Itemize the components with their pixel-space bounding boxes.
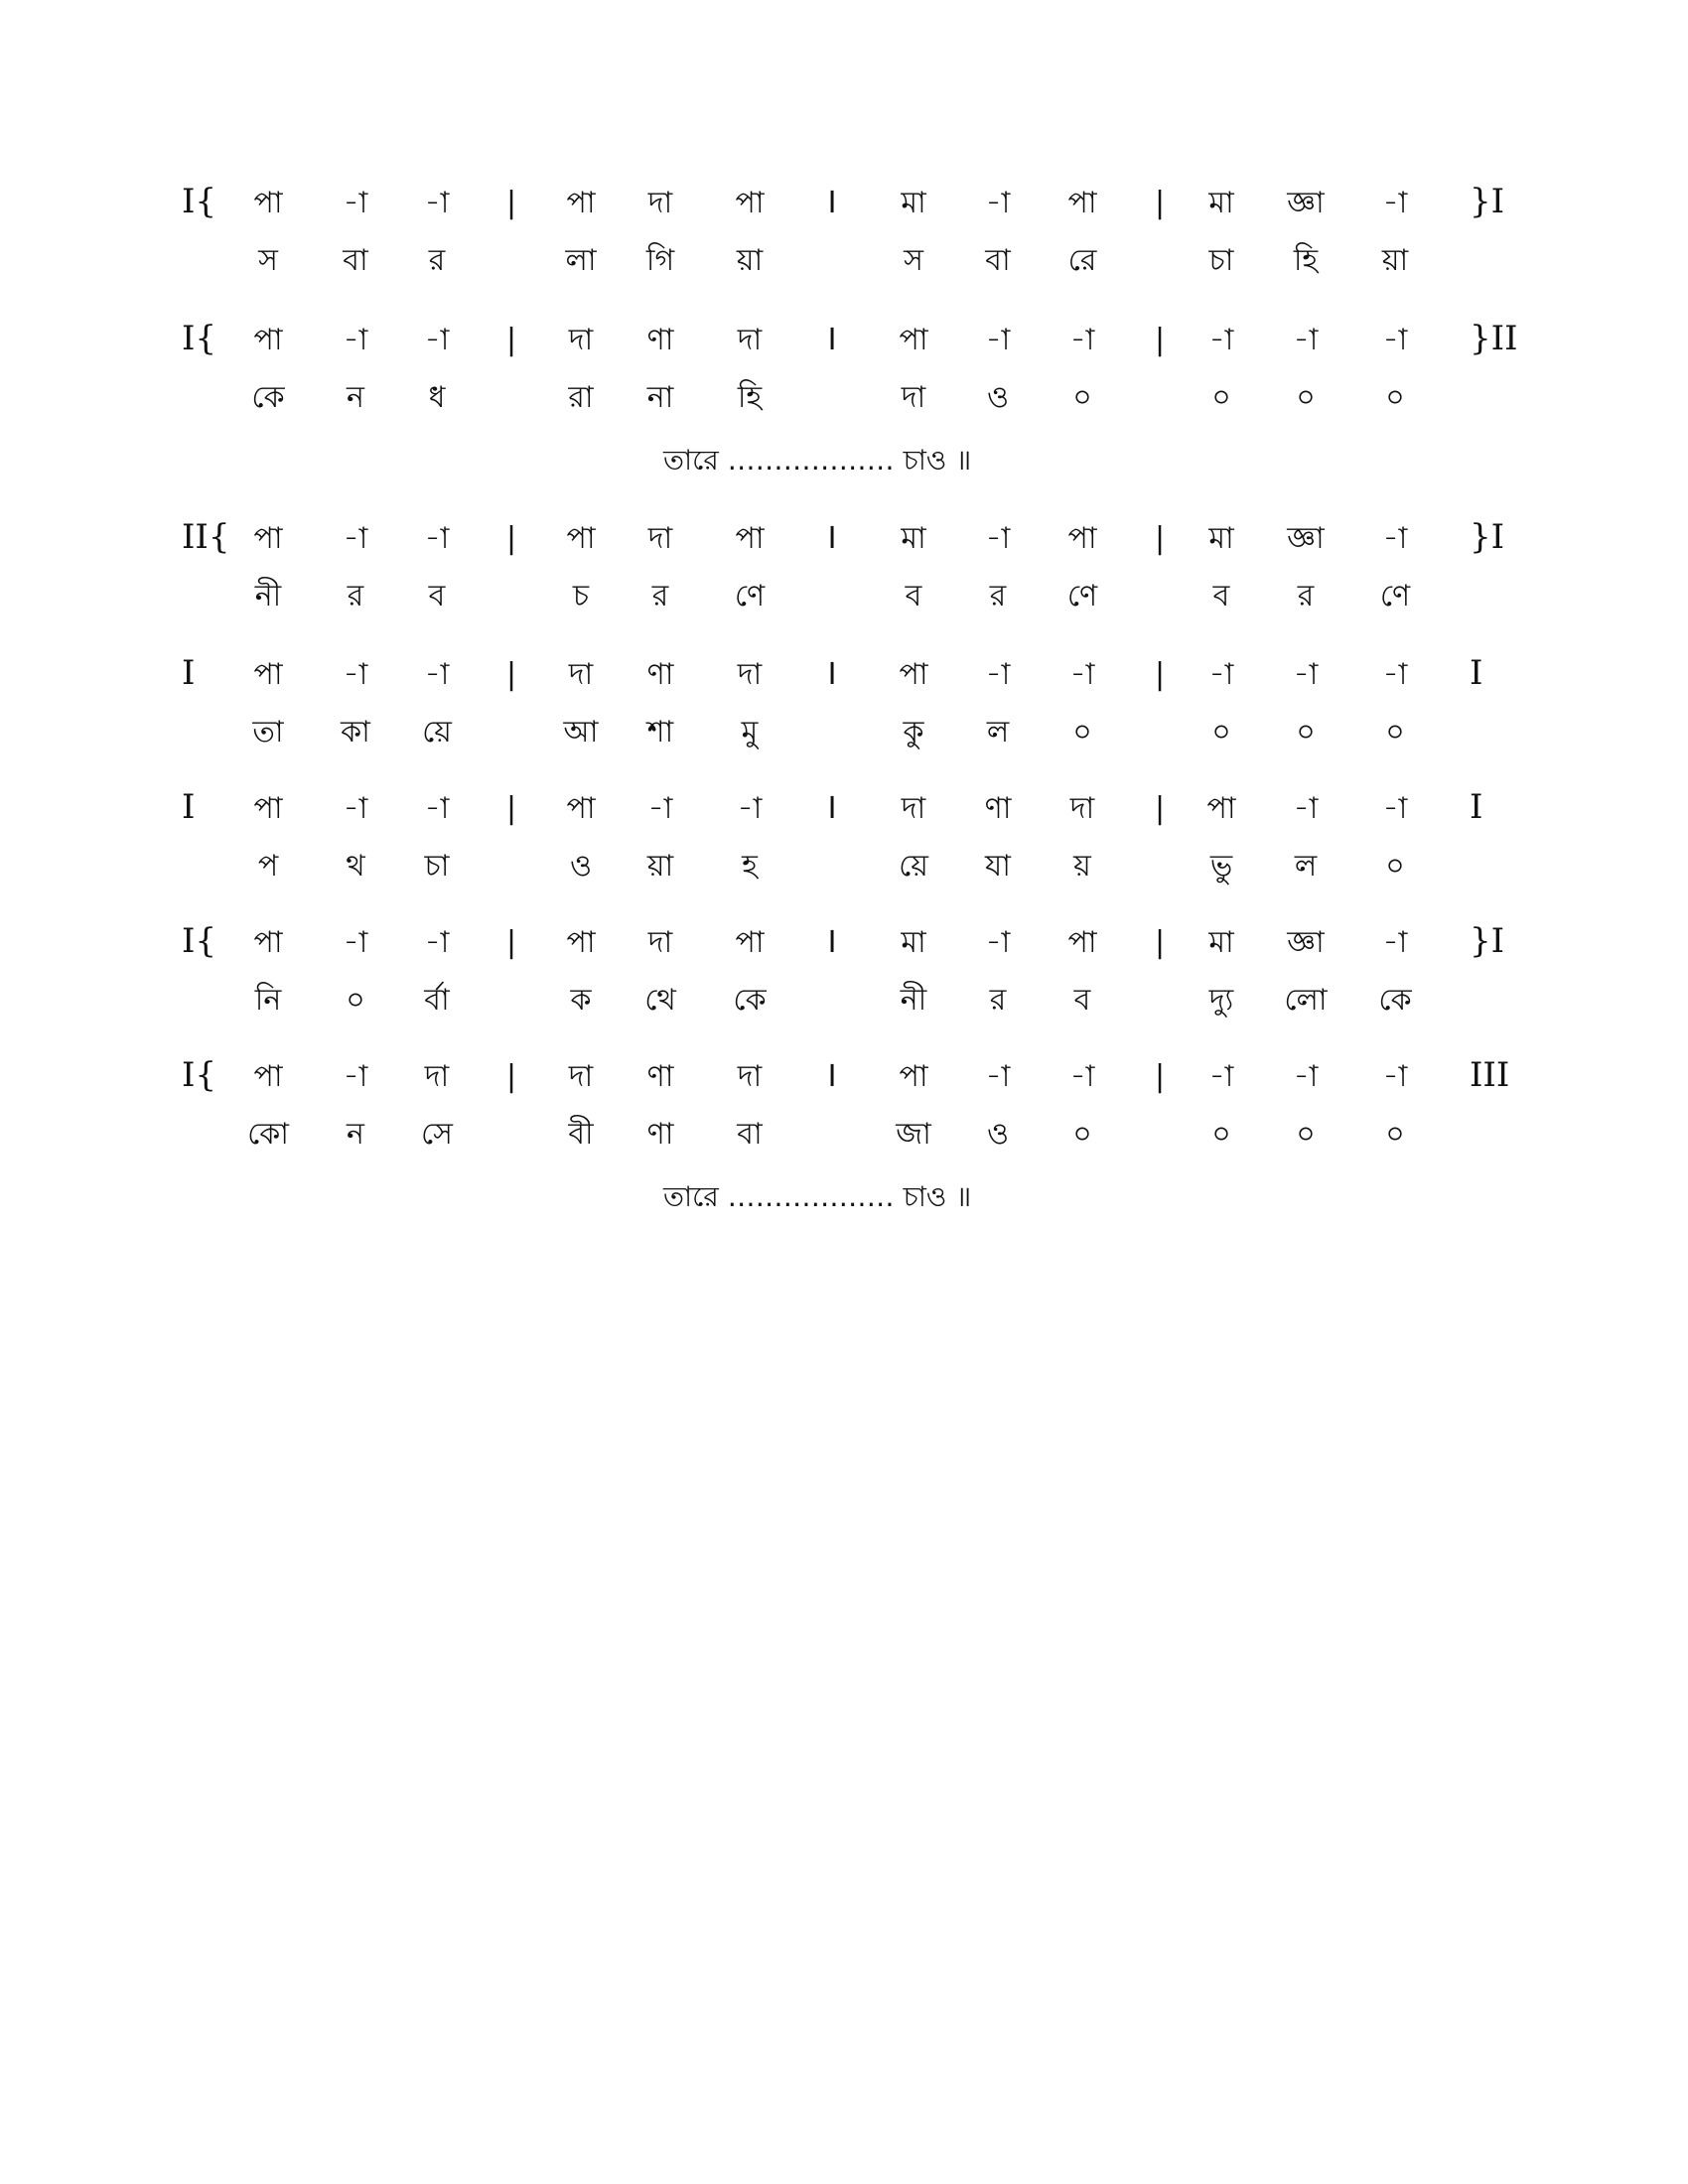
lyric-syllable: রা — [568, 380, 594, 415]
lyric-syllable: কে — [733, 983, 767, 1018]
swara-note: পা — [566, 186, 596, 220]
lyric-syllable: ধ — [428, 380, 446, 415]
lyric-syllable: ০ — [1296, 380, 1316, 415]
lyric-syllable: র — [1297, 579, 1315, 614]
lyric-syllable: গি — [645, 243, 675, 278]
swara-note: -া — [343, 925, 368, 960]
swara-note: -া — [424, 657, 450, 692]
lyric-syllable: র — [989, 983, 1007, 1018]
barline: | — [1154, 521, 1166, 556]
barline: | — [505, 791, 517, 826]
lyric-syllable: ল — [1294, 849, 1318, 884]
system-end-barline: }I — [1470, 921, 1505, 961]
swara-note: পা — [253, 186, 283, 220]
lyric-syllable: ল — [986, 715, 1010, 750]
lyric-syllable: কা — [341, 715, 370, 750]
barline: I — [827, 323, 837, 357]
lyric-syllable: জা — [896, 1117, 931, 1152]
swara-note: পা — [253, 791, 283, 826]
swara-note: -া — [1382, 791, 1408, 826]
lyric-syllable: নি — [254, 983, 282, 1018]
lyric-syllable: ০ — [1385, 380, 1405, 415]
swara-note: মা — [901, 925, 926, 960]
swara-note: -া — [1382, 657, 1408, 692]
lyric-syllable: ০ — [1296, 715, 1316, 750]
lyric-syllable: ০ — [1072, 1117, 1092, 1152]
lyric-syllable: য়ে — [422, 715, 452, 750]
lyric-syllable: না — [646, 380, 674, 415]
barline: I — [827, 186, 837, 220]
swara-note: মা — [1208, 925, 1234, 960]
lyric-syllable: শা — [646, 715, 674, 750]
swara-note: পা — [1206, 791, 1236, 826]
lyric-syllable: ০ — [1211, 715, 1231, 750]
swara-note: -া — [343, 521, 368, 556]
swara-note: -া — [985, 186, 1011, 220]
swara-note: ণা — [646, 1059, 674, 1094]
barline: | — [505, 657, 517, 692]
lyric-syllable: ও — [569, 849, 593, 884]
swara-note: দা — [568, 323, 594, 357]
swara-note: -া — [1293, 657, 1319, 692]
lyric-syllable: য় — [1073, 849, 1091, 884]
swara-note: জ্ঞা — [1287, 521, 1325, 556]
swara-note: -া — [1208, 1059, 1234, 1094]
barline: | — [505, 925, 517, 960]
lyric-syllable: ব — [905, 579, 922, 614]
lyric-syllable: ০ — [346, 983, 365, 1018]
swara-note: -া — [343, 186, 368, 220]
swara-note: মা — [1208, 521, 1234, 556]
swara-note: -া — [343, 1059, 368, 1094]
swara-note: -া — [424, 521, 450, 556]
lyric-syllable: কো — [247, 1117, 289, 1152]
lyric-syllable: হি — [1293, 243, 1319, 278]
barline: | — [505, 1059, 517, 1094]
barline: I — [827, 925, 837, 960]
lyric-syllable: য়া — [1381, 243, 1409, 278]
swara-note: মা — [901, 186, 926, 220]
swara-note: -া — [1382, 925, 1408, 960]
system-start-barline: II{ — [182, 517, 230, 557]
swara-note: -া — [1208, 657, 1234, 692]
lyric-syllable: য়া — [736, 243, 764, 278]
barline: I — [827, 657, 837, 692]
swara-note: মা — [1208, 186, 1234, 220]
lyric-syllable: র — [347, 579, 364, 614]
swara-note: -া — [424, 791, 450, 826]
lyric-syllable: ০ — [1072, 715, 1092, 750]
lyric-syllable: য়া — [646, 849, 674, 884]
lyric-syllable: ব — [1073, 983, 1091, 1018]
lyric-syllable: ও — [986, 380, 1010, 415]
lyric-syllable: ন — [347, 1117, 364, 1152]
lyric-syllable: ০ — [1385, 849, 1405, 884]
swara-note: পা — [253, 1059, 283, 1094]
swara-note: পা — [253, 657, 283, 692]
swara-note: -া — [343, 323, 368, 357]
swara-note: দা — [1069, 791, 1095, 826]
swara-note: পা — [253, 323, 283, 357]
barline: I — [827, 791, 837, 826]
lyric-syllable: হ — [742, 849, 758, 884]
refrain-marker: তারে ……………… চাও ॥ — [663, 1180, 972, 1213]
swara-note: -া — [1382, 186, 1408, 220]
refrain-marker: তারে ……………… চাও ॥ — [663, 444, 972, 477]
swara-note: পা — [253, 925, 283, 960]
swara-note: ণা — [646, 323, 674, 357]
lyric-syllable: রে — [1067, 243, 1097, 278]
lyric-syllable: দা — [901, 380, 926, 415]
system-start-barline: I{ — [182, 182, 217, 221]
swara-note: পা — [735, 521, 765, 556]
swara-note: -া — [985, 657, 1011, 692]
swara-note: মা — [901, 521, 926, 556]
swara-note: পা — [1067, 186, 1097, 220]
lyric-syllable: স — [258, 243, 278, 278]
lyric-syllable: র — [428, 243, 446, 278]
lyric-syllable: থ — [346, 849, 365, 884]
barline: | — [1154, 186, 1166, 220]
swara-note: -া — [1208, 323, 1234, 357]
swara-note: পা — [899, 1059, 928, 1094]
lyric-syllable: আ — [563, 715, 599, 750]
swara-note: দা — [737, 323, 763, 357]
swara-note: পা — [735, 925, 765, 960]
lyric-syllable: ক — [570, 983, 592, 1018]
lyric-syllable: বা — [985, 243, 1011, 278]
lyric-syllable: ভু — [1209, 849, 1233, 884]
barline: | — [505, 186, 517, 220]
swara-note: -া — [985, 521, 1011, 556]
swara-note: -া — [985, 925, 1011, 960]
lyric-syllable: প — [257, 849, 279, 884]
lyric-syllable: সে — [421, 1117, 453, 1152]
swara-note: ণা — [984, 791, 1012, 826]
lyric-syllable: কু — [903, 715, 924, 750]
barline: | — [1154, 657, 1166, 692]
lyric-syllable: লো — [1284, 983, 1328, 1018]
swara-note: পা — [566, 925, 596, 960]
system-start-barline: I{ — [182, 921, 217, 961]
swara-note: ণা — [646, 657, 674, 692]
swara-note: দা — [737, 657, 763, 692]
lyric-syllable: বী — [568, 1117, 594, 1152]
lyric-syllable: ণা — [646, 1117, 674, 1152]
swara-note: দা — [737, 1059, 763, 1094]
swara-note: -া — [1382, 521, 1408, 556]
lyric-syllable: স — [904, 243, 923, 278]
swara-note: -া — [1382, 1059, 1408, 1094]
swara-note: দা — [647, 925, 673, 960]
lyric-syllable: ০ — [1385, 715, 1405, 750]
lyric-syllable: ও — [986, 1117, 1010, 1152]
swara-note: দা — [568, 1059, 594, 1094]
barline: | — [1154, 1059, 1166, 1094]
swara-note: দা — [424, 1059, 450, 1094]
system-end-barline: }II — [1470, 319, 1518, 358]
swara-note: -া — [1382, 323, 1408, 357]
swara-note: পা — [1067, 521, 1097, 556]
lyric-syllable: ০ — [1211, 380, 1231, 415]
system-end-barline: III — [1470, 1055, 1510, 1095]
swara-note: পা — [735, 186, 765, 220]
lyric-syllable: লা — [565, 243, 597, 278]
swara-note: -া — [1293, 791, 1319, 826]
swara-note: -া — [737, 791, 763, 826]
lyric-syllable: ণে — [1379, 579, 1411, 614]
lyric-syllable: যা — [985, 849, 1011, 884]
system-start-barline: I{ — [182, 1055, 217, 1095]
lyric-syllable: নী — [900, 983, 927, 1018]
swara-note: -া — [647, 791, 673, 826]
swara-note: দা — [647, 521, 673, 556]
swara-note: -া — [1293, 323, 1319, 357]
system-end-barline: }I — [1470, 517, 1505, 557]
swara-note: পা — [899, 657, 928, 692]
system-start-barline: I — [182, 787, 196, 827]
swara-note: -া — [424, 925, 450, 960]
lyric-syllable: বা — [343, 243, 368, 278]
lyric-syllable: মু — [741, 715, 759, 750]
lyric-syllable: ন — [347, 380, 364, 415]
lyric-syllable: বা — [737, 1117, 763, 1152]
lyric-syllable: ০ — [1385, 1117, 1405, 1152]
system-start-barline: I{ — [182, 319, 217, 358]
lyric-syllable: র — [651, 579, 669, 614]
lyric-syllable: চা — [1208, 243, 1234, 278]
barline: | — [1154, 925, 1166, 960]
barline: I — [827, 1059, 837, 1094]
swara-note: পা — [899, 323, 928, 357]
swara-note: জ্ঞা — [1287, 186, 1325, 220]
barline: | — [505, 521, 517, 556]
lyric-syllable: দ্যু — [1208, 983, 1234, 1018]
swara-note: -া — [1069, 1059, 1095, 1094]
swara-note: -া — [424, 186, 450, 220]
lyric-syllable: তা — [252, 715, 284, 750]
lyric-syllable: হি — [737, 380, 763, 415]
lyric-syllable: ণে — [734, 579, 766, 614]
system-end-barline: }I — [1470, 182, 1505, 221]
lyric-syllable: চা — [424, 849, 450, 884]
swara-note: পা — [253, 521, 283, 556]
swara-note: -া — [1069, 657, 1095, 692]
swara-note: পা — [1067, 925, 1097, 960]
swara-note: -া — [424, 323, 450, 357]
lyric-syllable: থে — [644, 983, 676, 1018]
lyric-syllable: ব — [1212, 579, 1230, 614]
system-start-barline: I — [182, 653, 196, 693]
lyric-syllable: ণে — [1066, 579, 1098, 614]
lyric-syllable: ০ — [1211, 1117, 1231, 1152]
swara-note: -া — [985, 323, 1011, 357]
lyric-syllable: চ — [572, 579, 590, 614]
barline: | — [505, 323, 517, 357]
lyric-syllable: কে — [1378, 983, 1412, 1018]
swara-note: -া — [1069, 323, 1095, 357]
lyric-syllable: র্বা — [424, 983, 450, 1018]
swara-note: দা — [901, 791, 926, 826]
barline: | — [1154, 323, 1166, 357]
system-end-barline: I — [1470, 653, 1483, 693]
swara-note: -া — [985, 1059, 1011, 1094]
lyric-syllable: নী — [254, 579, 282, 614]
lyric-syllable: ব — [428, 579, 446, 614]
swara-note: দা — [647, 186, 673, 220]
lyric-syllable: কে — [251, 380, 285, 415]
barline: | — [1154, 791, 1166, 826]
lyric-syllable: ০ — [1296, 1117, 1316, 1152]
lyric-syllable: র — [989, 579, 1007, 614]
swara-note: পা — [566, 521, 596, 556]
swara-note: -া — [343, 791, 368, 826]
swara-note: পা — [566, 791, 596, 826]
swara-note: জ্ঞা — [1287, 925, 1325, 960]
system-end-barline: I — [1470, 787, 1483, 827]
lyric-syllable: য়ে — [899, 849, 928, 884]
lyric-syllable: ০ — [1072, 380, 1092, 415]
barline: I — [827, 521, 837, 556]
swara-note: -া — [1293, 1059, 1319, 1094]
swara-note: দা — [568, 657, 594, 692]
swara-note: -া — [343, 657, 368, 692]
